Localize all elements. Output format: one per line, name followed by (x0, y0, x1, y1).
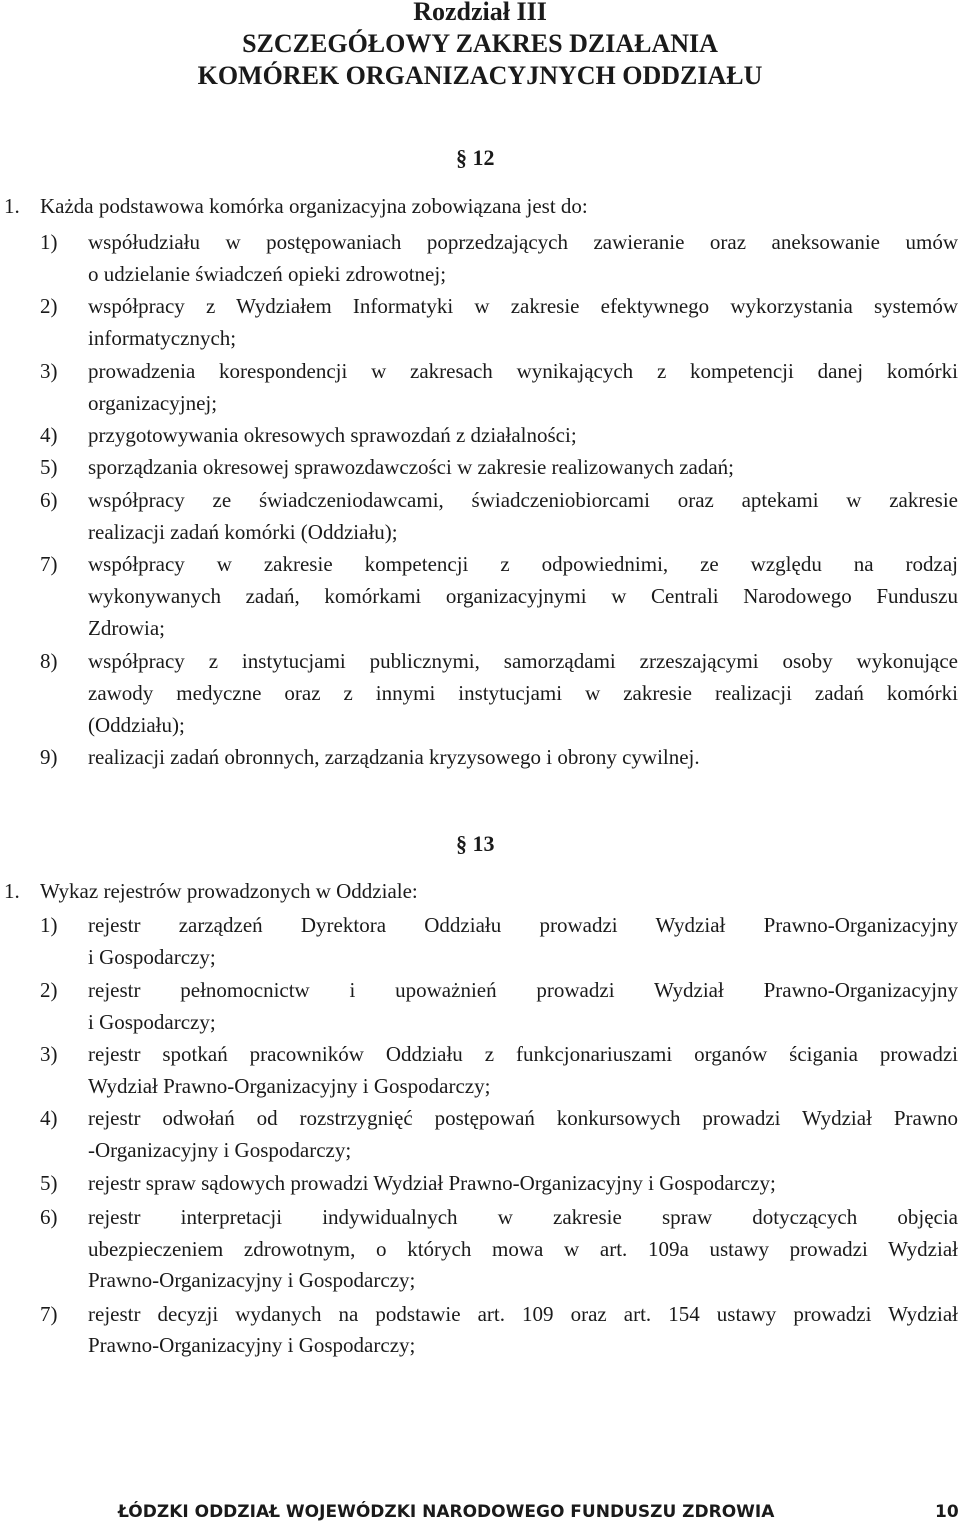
list-item-number: 9) (40, 745, 58, 769)
list-item-text: rejestr pełnomocnictw i upoważnień prowadzi Wydział Prawno-Organizacyjny (88, 978, 958, 1002)
list-item-text: informatycznych; (88, 326, 237, 350)
list-item-number: 4) (40, 423, 58, 447)
chapter-subtitle-line2: KOMÓREK ORGANIZACYJNYCH ODDZIAŁU (197, 61, 763, 90)
list-item-text: Prawno-Organizacyjny i Gospodarczy; (88, 1333, 416, 1357)
list-item-text: o udzielanie świadczeń opieki zdrowotnej; (88, 262, 447, 286)
list-item-number: 7) (40, 1302, 58, 1326)
list-item-text: organizacyjnej; (88, 391, 218, 415)
list-item-text: przygotowywania okresowych sprawozdań z działalności; (88, 423, 577, 447)
list-item-text: zawody medyczne oraz z innymi instytucjami w zakresie realizacji zadań komórki (88, 681, 958, 705)
section-13-intro: Wykaz rejestrów prowadzonych w Oddziale: (40, 879, 418, 903)
list-item-text: realizacji zadań obronnych, zarządzania kryzysowego i obrony cywilnej. (88, 745, 700, 769)
section-13-mark: § 13 (456, 831, 495, 856)
list-item-number: 6) (40, 488, 58, 512)
list-item-text: wykonywanych zadań, komórkami organizacyjnymi w Centrali Narodowego Funduszu (88, 584, 958, 608)
list-item-text: współpracy w zakresie kompetencji z odpowiednimi, ze względu na rodzaj (88, 552, 958, 576)
list-item-number: 4) (40, 1106, 58, 1130)
list-item-number: 5) (40, 455, 58, 479)
list-item-text: rejestr decyzji wydanych na podstawie art. 109 oraz art. 154 ustawy prowadzi Wydział (88, 1302, 958, 1326)
footer-organization: ŁÓDZKI ODDZIAŁ WOJEWÓDZKI NARODOWEGO FUNDUSZU ZDROWIA (118, 1502, 775, 1522)
list-item-text: rejestr zarządzeń Dyrektora Oddziału prowadzi Wydział Prawno-Organizacyjny (88, 913, 958, 937)
list-item-number: 5) (40, 1171, 58, 1195)
section-12-intro-number: 1. (4, 194, 20, 218)
chapter-subtitle-line1: SZCZEGÓŁOWY ZAKRES DZIAŁANIA (242, 29, 718, 58)
section-12-mark: § 12 (456, 145, 495, 170)
list-item-text: i Gospodarczy; (88, 1010, 216, 1034)
list-item-text: współpracy ze świadczeniodawcami, świadczeniobiorcami oraz aptekami w zakresie (88, 488, 958, 512)
list-item-text: współpracy z instytucjami publicznymi, samorządami zrzeszającymi osoby wykonujące (88, 649, 958, 673)
list-item-text: Wydział Prawno-Organizacyjny i Gospodarczy; (88, 1074, 491, 1098)
list-item-text: prowadzenia korespondencji w zakresach wynikających z kompetencji danej komórki (88, 359, 958, 383)
list-item-text: rejestr spotkań pracowników Oddziału z funkcjonariuszami organów ścigania prowadzi (88, 1042, 958, 1066)
list-item-text: (Oddziału); (88, 713, 185, 737)
list-item-text: współudziału w postępowaniach poprzedzających zawieranie oraz aneksowanie umów (88, 230, 958, 254)
list-item-text: Prawno-Organizacyjny i Gospodarczy; (88, 1268, 416, 1292)
section-13-intro-number: 1. (4, 879, 20, 903)
list-item-number: 8) (40, 649, 58, 673)
list-item-number: 1) (40, 230, 58, 254)
list-item-text: współpracy z Wydziałem Informatyki w zakresie efektywnego wykorzystania systemów (88, 294, 958, 318)
list-item-text: rejestr interpretacji indywidualnych w zakresie spraw dotyczących objęcia (88, 1205, 958, 1229)
list-item-text: rejestr spraw sądowych prowadzi Wydział Prawno-Organizacyjny i Gospodarczy; (88, 1171, 776, 1195)
list-item-text: ubezpieczeniem zdrowotnym, o których mowa w art. 109a ustawy prowadzi Wydział (88, 1237, 958, 1261)
list-item-number: 2) (40, 978, 58, 1002)
list-item-number: 2) (40, 294, 58, 318)
list-item-text: Zdrowia; (88, 616, 165, 640)
list-item-text: -Organizacyjny i Gospodarczy; (88, 1138, 352, 1162)
chapter-title: Rozdział III (413, 0, 547, 26)
list-item-number: 1) (40, 913, 58, 937)
list-item-number: 7) (40, 552, 58, 576)
list-item-number: 3) (40, 1042, 58, 1066)
section-12-intro: Każda podstawowa komórka organizacyjna zobowiązana jest do: (40, 194, 588, 218)
list-item-text: rejestr odwołań od rozstrzygnięć postępowań konkursowych prowadzi Wydział Prawno (88, 1106, 958, 1130)
list-item-number: 3) (40, 359, 58, 383)
list-item-text: realizacji zadań komórki (Oddziału); (88, 520, 398, 544)
list-item-number: 6) (40, 1205, 58, 1229)
list-item-text: i Gospodarczy; (88, 945, 216, 969)
page-number: 10 (935, 1502, 959, 1522)
list-item-text: sporządzania okresowej sprawozdawczości w zakresie realizowanych zadań; (88, 455, 735, 479)
